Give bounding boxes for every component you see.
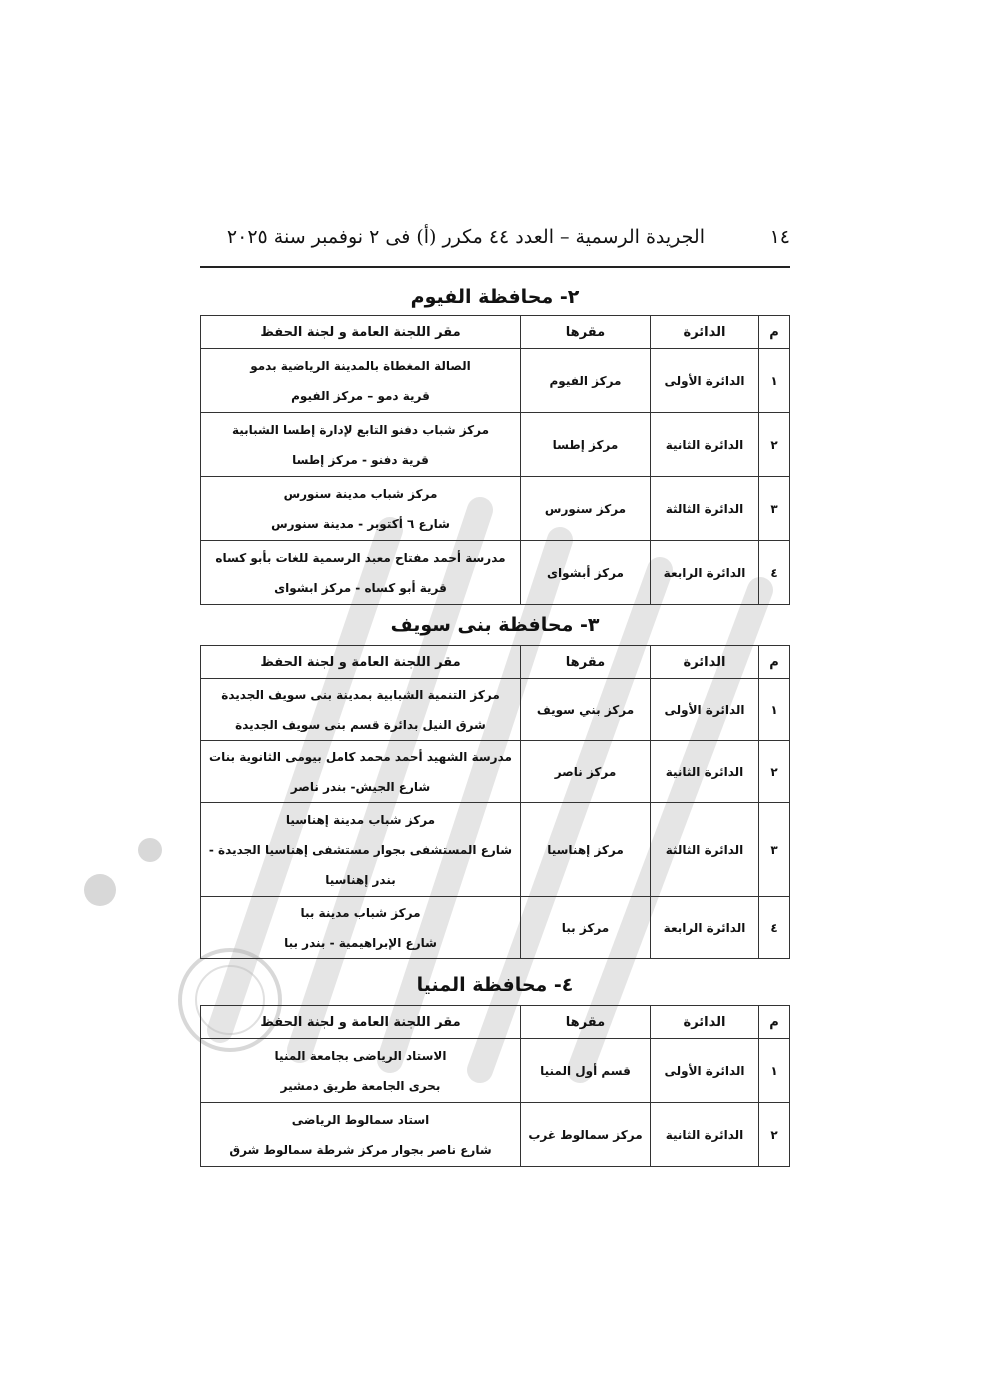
table-row — [201, 477, 790, 541]
circle-name: الدائرة الثانية — [651, 1103, 759, 1167]
circle-name: الدائرة الثانية — [651, 741, 759, 803]
committee-location — [201, 679, 521, 741]
row-number: ٢ — [759, 1103, 790, 1167]
row-number: ١ — [759, 349, 790, 413]
col-header-num: م — [759, 1006, 790, 1039]
col-header-location: مقر اللجنة العامة و لجنة الحفظ — [201, 646, 521, 679]
section-title-minya: ٤- محافظة المنيا — [416, 974, 574, 996]
location-line: مركز التنمية الشبابية بمدينة بنى سويف الجديدة — [221, 687, 500, 702]
circle-hq: مركز بني سويف — [521, 679, 651, 741]
location-line: الصالة المغطاة بالمدينة الرياضية بدمو — [250, 358, 471, 373]
row-number: ٢ — [759, 741, 790, 803]
watermark-dot — [138, 838, 162, 862]
section-title-beni-suef: ٣- محافظة بنى سويف — [390, 614, 600, 636]
committee-location — [201, 1103, 521, 1167]
table-row — [201, 1103, 790, 1167]
table-header-row — [201, 646, 790, 679]
section-title-fayoum: ٢- محافظة الفيوم — [410, 286, 580, 308]
location-line: شارع الإبراهيمية - بندر ببا — [284, 935, 437, 950]
table-row — [201, 897, 790, 959]
committee-location — [201, 413, 521, 477]
watermark-dot — [84, 874, 116, 906]
circle-name: الدائرة الأولى — [651, 349, 759, 413]
circle-name: الدائرة الثالثة — [651, 477, 759, 541]
circle-hq: مركز إهناسيا — [521, 803, 651, 897]
location-line: استاد سمالوط الرياضى — [291, 1112, 430, 1127]
location-line: مركز شباب دفنو التابع لإدارة إطسا الشبابية — [231, 422, 490, 437]
col-header-num: م — [759, 646, 790, 679]
col-header-location: مقر اللجنة العامة و لجنة الحفظ — [201, 316, 521, 349]
row-number: ٣ — [759, 477, 790, 541]
location-line: الاستاد الرياضى بجامعة المنيا — [274, 1048, 447, 1063]
circle-name: الدائرة الرابعة — [651, 897, 759, 959]
fayoum-table — [200, 315, 790, 605]
table-row — [201, 679, 790, 741]
table-row — [201, 1039, 790, 1103]
location-line: شارع ٦ أكتوبر - مدينة سنورس — [271, 516, 450, 531]
circle-hq: مركز أبشواى — [521, 541, 651, 605]
circle-hq: مركز ببا — [521, 897, 651, 959]
committee-location — [201, 349, 521, 413]
circle-name: الدائرة الرابعة — [651, 541, 759, 605]
beni-suef-table — [200, 645, 790, 959]
circle-hq: مركز ناصر — [521, 741, 651, 803]
location-line: مدرسة الشهيد أحمد محمد كامل بيومى الثانوية بنات — [209, 749, 512, 764]
page-number: ١٤ — [769, 226, 790, 248]
location-line: مركز شباب مدينة إهناسيا — [285, 812, 436, 827]
table-row — [201, 803, 790, 897]
table-row — [201, 413, 790, 477]
row-number: ٤ — [759, 897, 790, 959]
location-line: مركز شباب مدينة سنورس — [283, 486, 438, 501]
col-header-hq: مقرها — [521, 316, 651, 349]
row-number: ٢ — [759, 413, 790, 477]
col-header-location: مقر اللجنة العامة و لجنة الحفظ — [201, 1006, 521, 1039]
circle-name: الدائرة الثانية — [651, 413, 759, 477]
table-header-row — [201, 1006, 790, 1039]
location-line: شارع ناصر بجوار مركز شرطة سمالوط شرق — [229, 1142, 492, 1157]
col-header-hq: مقرها — [521, 1006, 651, 1039]
location-line: بحرى الجامعة طريق دمشير — [280, 1078, 441, 1093]
committee-location — [201, 1039, 521, 1103]
table-row — [201, 741, 790, 803]
committee-location — [201, 477, 521, 541]
table-row — [201, 541, 790, 605]
col-header-hq: مقرها — [521, 646, 651, 679]
location-line: قرية أبو كساه - مركز ابشواى — [274, 580, 447, 595]
location-line: مركز شباب مدينة ببا — [300, 905, 421, 920]
circle-hq: مركز سنورس — [521, 477, 651, 541]
location-line: قرية دفنو - مركز إطسا — [292, 452, 429, 467]
location-line: مدرسة أحمد مفتاح معبد الرسمية للغات بأبو كساه — [215, 550, 506, 565]
row-number: ١ — [759, 679, 790, 741]
circle-hq: مركز سمالوط غرب — [521, 1103, 651, 1167]
col-header-num: م — [759, 316, 790, 349]
committee-location — [201, 741, 521, 803]
publication-title: الجريدة الرسمية – العدد ٤٤ مكرر (أ) فى ٢ نوفمبر سنة ٢٠٢٥ — [226, 226, 705, 248]
row-number: ٣ — [759, 803, 790, 897]
circle-hq: مركز إطسا — [521, 413, 651, 477]
location-line: شرق النيل بدائرة قسم بنى سويف الجديدة — [235, 717, 486, 732]
row-number: ٤ — [759, 541, 790, 605]
location-line: شارع الجيش- بندر ناصر — [290, 779, 431, 794]
circle-hq: مركز الفيوم — [521, 349, 651, 413]
table-header-row — [201, 316, 790, 349]
row-number: ١ — [759, 1039, 790, 1103]
circle-hq: قسم أول المنيا — [521, 1039, 651, 1103]
location-line: شارع المستشفى بجوار مستشفى إهناسيا الجديدة - — [208, 842, 513, 857]
circle-name: الدائرة الثالثة — [651, 803, 759, 897]
col-header-circle: الدائرة — [651, 1006, 759, 1039]
location-line: قرية دمو – مركز الفيوم — [291, 388, 430, 403]
committee-location — [201, 803, 521, 897]
col-header-circle: الدائرة — [651, 646, 759, 679]
circle-name: الدائرة الأولى — [651, 679, 759, 741]
col-header-circle: الدائرة — [651, 316, 759, 349]
circle-name: الدائرة الأولى — [651, 1039, 759, 1103]
location-line: بندر إهناسيا — [325, 872, 396, 887]
page-header — [200, 222, 790, 268]
table-row — [201, 349, 790, 413]
committee-location — [201, 541, 521, 605]
committee-location — [201, 897, 521, 959]
minya-table — [200, 1005, 790, 1167]
